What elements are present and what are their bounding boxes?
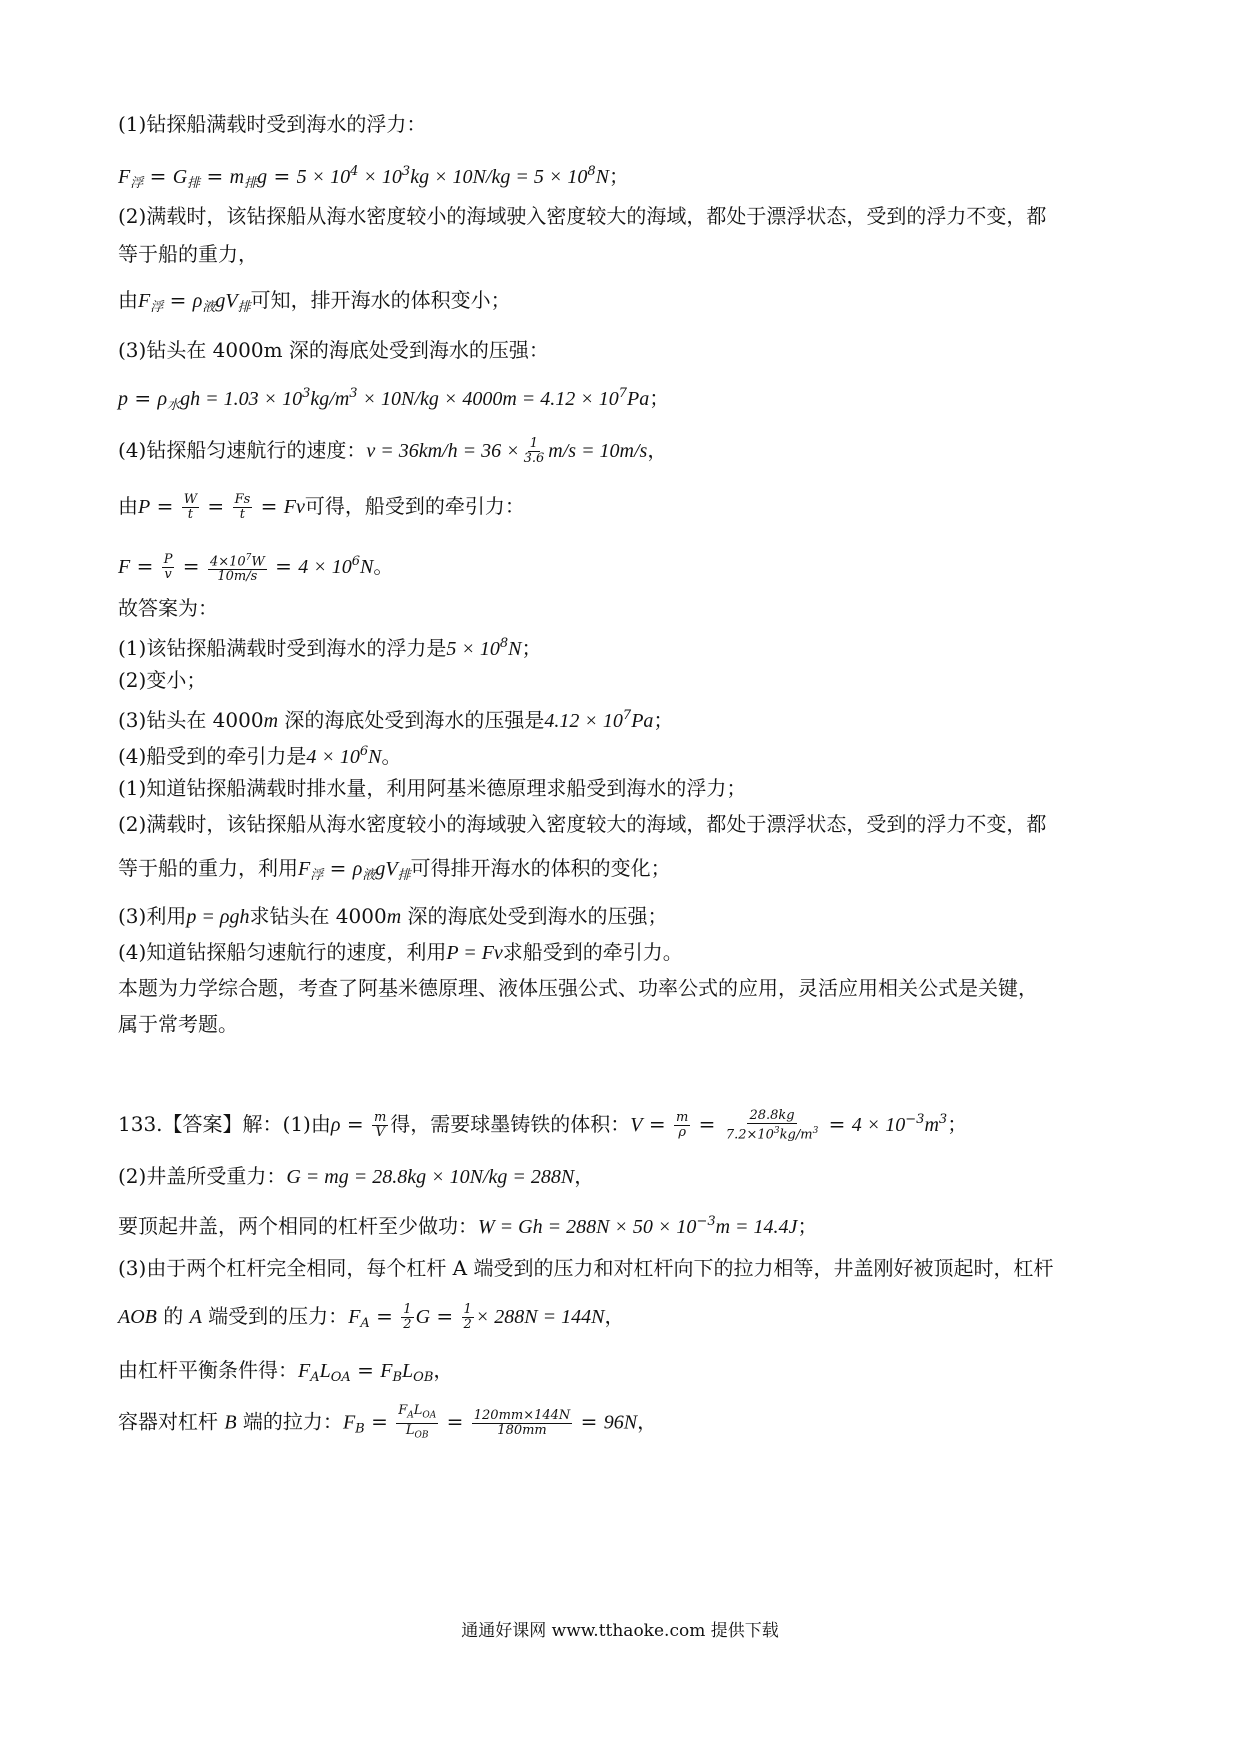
formula-line: 由$F_浮 = \rho_液gV_排$可知，排开海水的体积变小；: [118, 288, 511, 315]
formula-line: F = $\frac{P}{v}$ = $\frac{4\times 10^7W}{10m/s}$ = $4 \times 10^6N$。: [118, 552, 394, 585]
text-line: 本题为力学综合题，考查了阿基米德原理、液体压强公式、功率公式的应用，灵活应用相关公式是关键，: [118, 976, 1038, 1000]
text-line: 故答案为：: [118, 596, 218, 620]
text-line: 属于常考题。: [118, 1012, 238, 1036]
formula-line: (4)钻探船匀速航行的速度：v = 36km/h = 36 × $\frac{1}{3.6}$ m/s = 10m/s，: [118, 436, 668, 466]
formula-line: (2)井盖所受重力：G = mg = 28.8kg × 10N/kg = 288N，: [118, 1164, 595, 1188]
formula-line: $F_浮 = G_排 = m_排g = 5 \times 10^4 \times 10^3kg \times 10N/kg = 5 \times 10^8N$；: [118, 164, 629, 191]
formula-line: 由杠杆平衡条件得：$F_AL_{OA} = F_BL_{OB}$，: [118, 1358, 454, 1385]
formula-line: 由P = $\frac{W}{t}$ = $\frac{Fs}{t}$ = Fv可得，船受到的牵引力：: [118, 492, 525, 522]
formula-line: 等于船的重力，利用$F_浮 = \rho_液gV_排$可得排开海水的体积的变化；: [118, 856, 671, 883]
page-footer: 通通好课网 www.tthaoke.com 提供下载: [461, 1621, 779, 1641]
formula-line: 容器对杠杆 B 端的拉力：$F_B$ = $\frac{F_AL_{OA}}{L_{OB}}$ = $\frac{120mm\times 144N}{180mm}$ = 96N，: [118, 1403, 658, 1441]
formula-line: (1)该钻探船满载时受到海水的浮力是$5 \times 10^8N$；: [118, 636, 542, 660]
text-line: 等于船的重力，: [118, 242, 258, 266]
text-line: (2)变小；: [118, 668, 207, 692]
answer-heading: 133.【答案】解：(1)由ρ = $\frac{m}{V}$ 得，需要球墨铸铁的体积：V = $\frac{m}{\rho}$ = $\frac{28.8kg}{7.2\times 10^3kg/m^3}$ = $4 \times 10^{-3}m^3$；: [118, 1107, 968, 1143]
formula-line: (4)船受到的牵引力是$4 \times 10^6N$。: [118, 744, 402, 768]
text-line: (1)知道钻探船满载时排水量，利用阿基米德原理求船受到海水的浮力；: [118, 776, 747, 800]
formula-line: AOB 的 A 端受到的压力：$F_A$ = $\frac{1}{2}$ G = $\frac{1}{2}$ × 288N = 144N，: [118, 1302, 625, 1332]
formula-line: $p = \rho_水gh = 1.03 \times 10^3kg/m^3 \times 10N/kg \times 4000m = 4.12 \times 10^7Pa$；: [118, 386, 670, 413]
formula-line: (3)钻头在 4000m 深的海底处受到海水的压强是$4.12 \times 10^7Pa$；: [118, 708, 674, 732]
formula-line: (4)知道钻探船匀速航行的速度，利用P = Fv求船受到的牵引力。: [118, 940, 683, 964]
text-line: (1)钻探船满载时受到海水的浮力：: [118, 112, 427, 136]
text-line: (3)由于两个杠杆完全相同，每个杠杆 A 端受到的压力和对杠杆向下的拉力相等，井盖刚好被顶起时，杠杆: [118, 1256, 1054, 1280]
formula-line: (3)利用p = ρgh求钻头在 4000m 深的海底处受到海水的压强；: [118, 904, 668, 928]
text-line: (2)满载时，该钻探船从海水密度较小的海域驶入密度较大的海域，都处于漂浮状态，受到的浮力不变，都: [118, 204, 1047, 228]
text-line: (3)钻头在 4000m 深的海底处受到海水的压强：: [118, 338, 549, 362]
formula-line: 要顶起井盖，两个相同的杠杆至少做功：$W = Gh = 288N \times 50 \times 10^{-3}m = 14.4J$；: [118, 1214, 818, 1238]
text-line: (2)满载时，该钻探船从海水密度较小的海域驶入密度较大的海域，都处于漂浮状态，受到的浮力不变，都: [118, 812, 1047, 836]
